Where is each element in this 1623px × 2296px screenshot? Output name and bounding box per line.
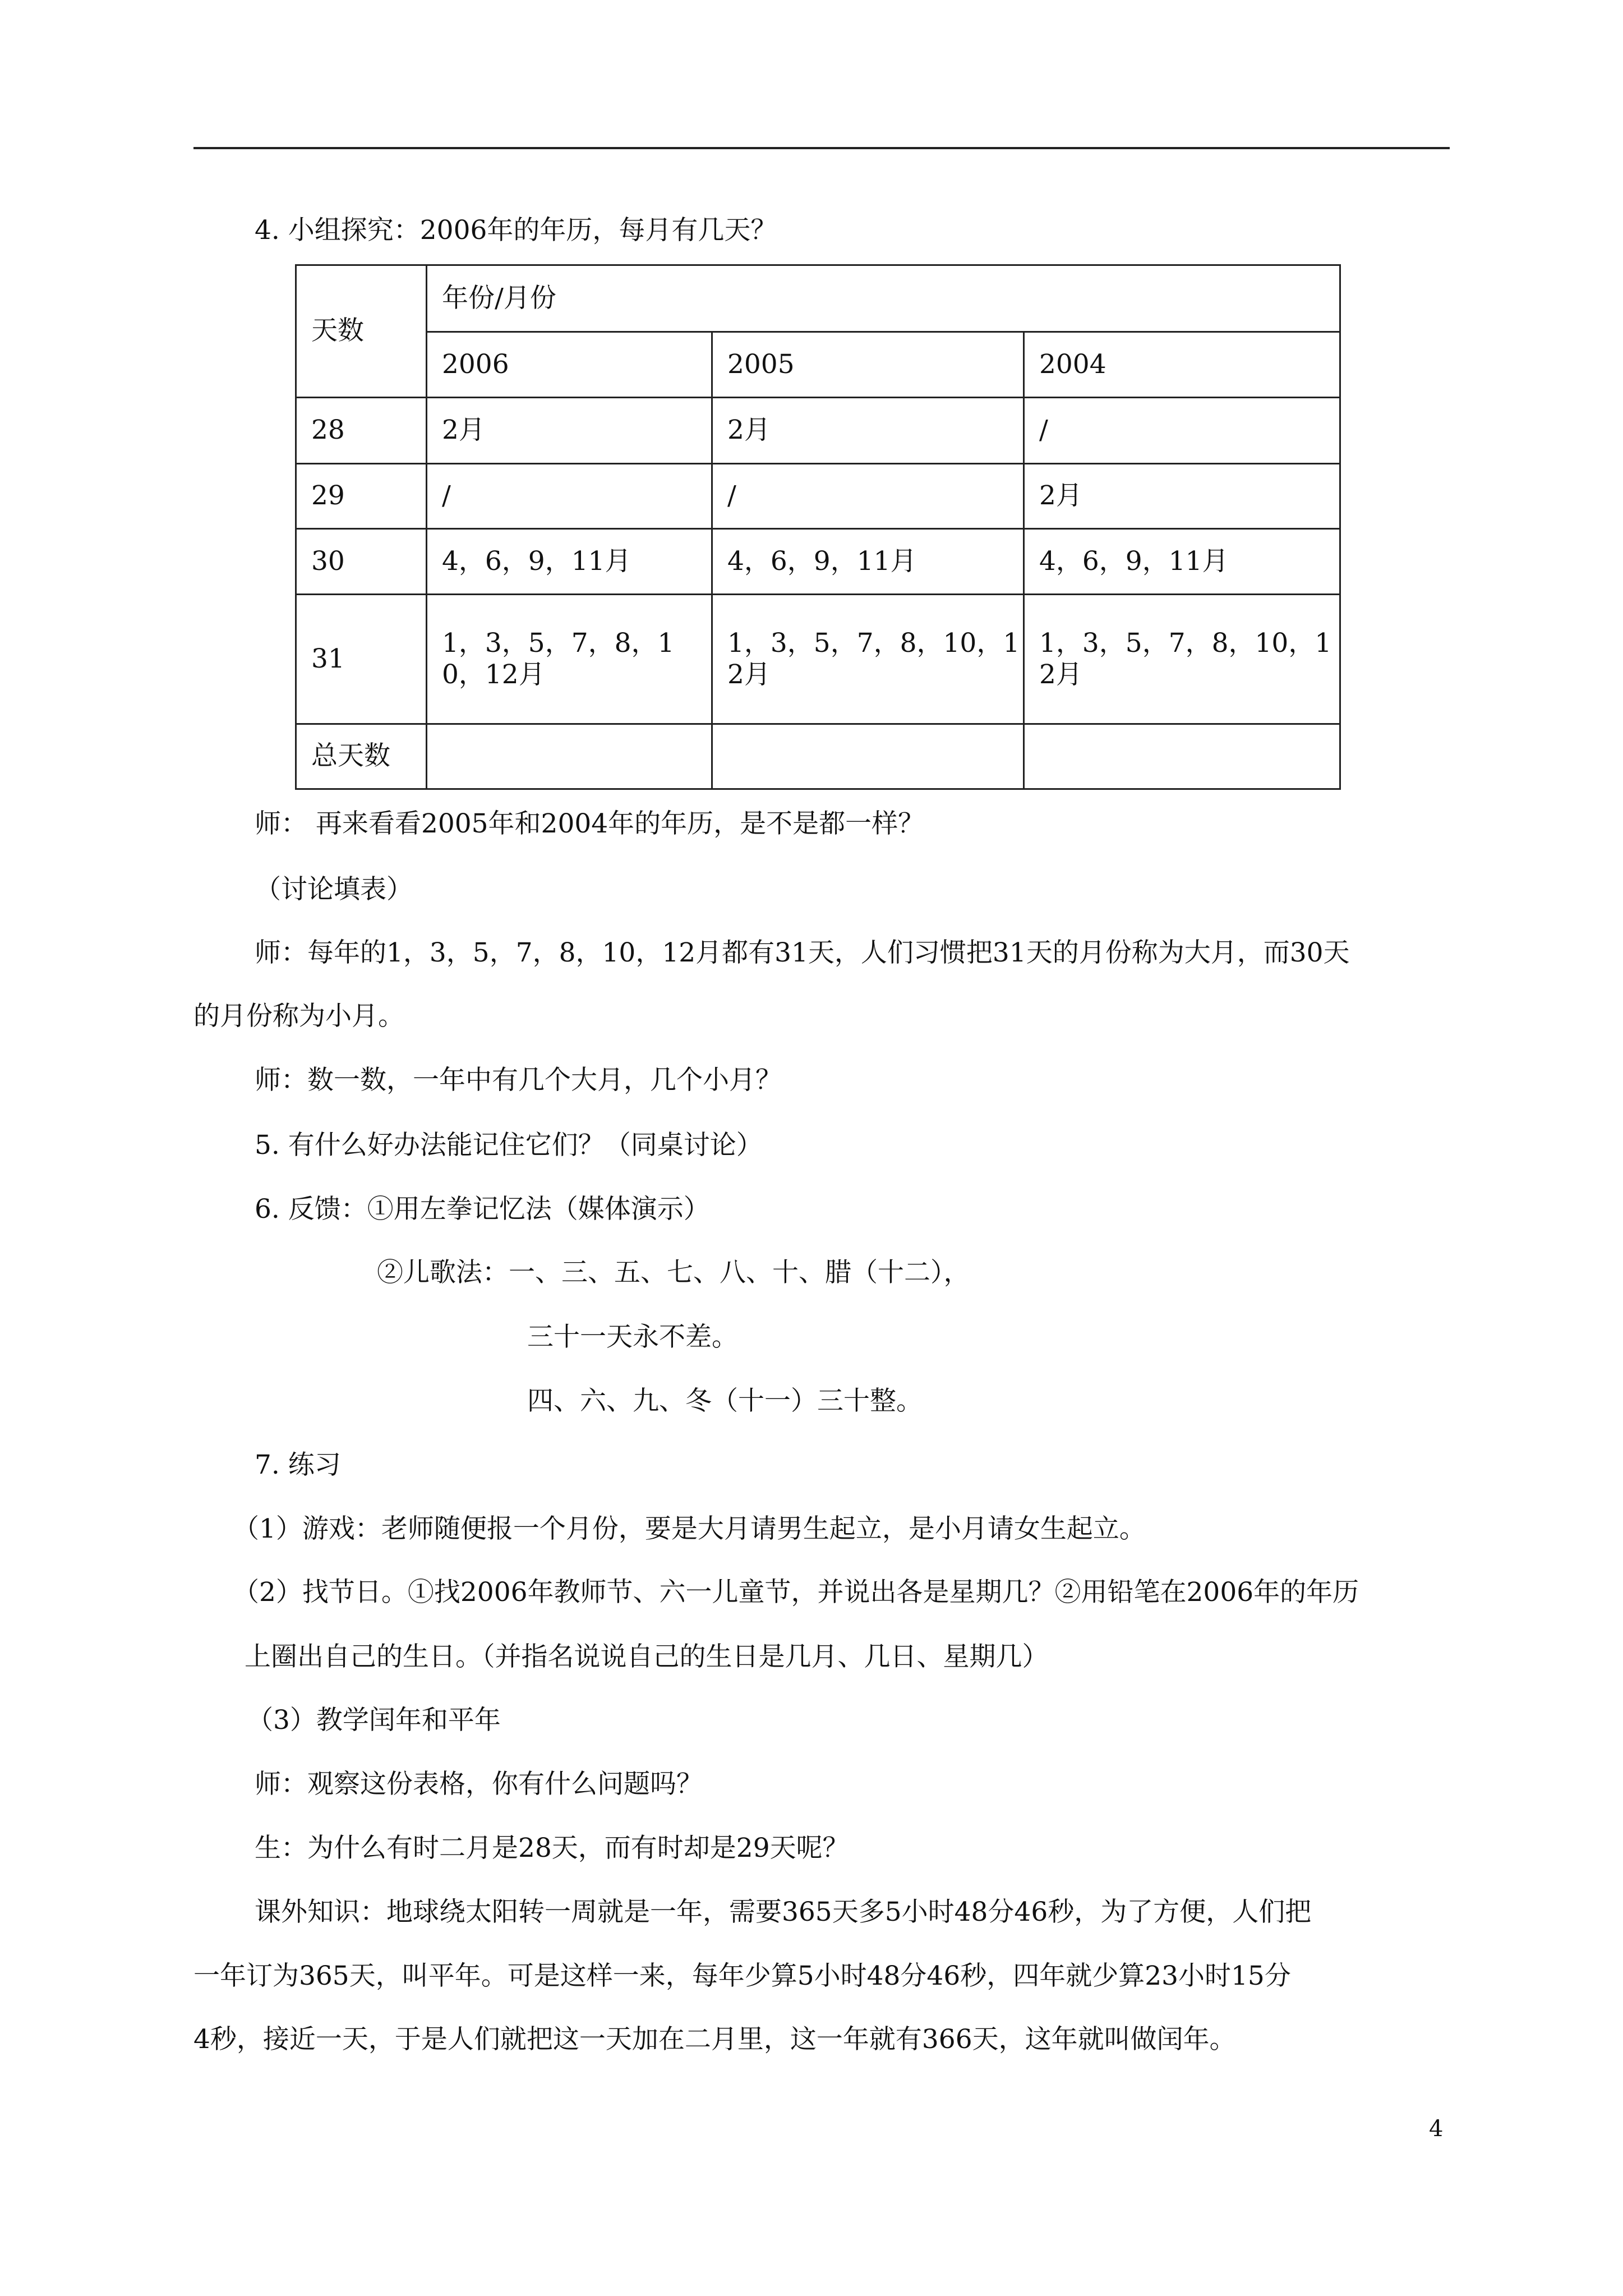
paragraph: （讨论填表）	[255, 874, 413, 905]
paragraph: 四、六、九、冬（十一）三十整。	[527, 1386, 923, 1416]
group-header-year-month: 年份/月份	[427, 265, 1340, 332]
table-cell: 2月	[1024, 464, 1340, 529]
table-cell: 2月	[712, 398, 1024, 464]
paragraph: 6. 反馈：①用左拳记忆法（媒体演示）	[255, 1194, 710, 1225]
paragraph: 5. 有什么好办法能记住它们？（同桌讨论）	[255, 1130, 763, 1161]
table-cell	[1024, 724, 1340, 789]
paragraph: 4秒，接近一天，于是人们就把这一天加在二月里，这一年就有366天，这年就叫做闰年。	[193, 2024, 1236, 2055]
row-header-days: 天数	[296, 265, 427, 398]
days-label: 31	[296, 595, 427, 724]
table-cell: /	[1024, 398, 1340, 464]
year-header: 2004	[1024, 332, 1340, 398]
paragraph: 师：每年的1，3，5，7，8，10，12月都有31天，人们习惯把31天的月份称为大月，而30天	[255, 937, 1350, 968]
year-header: 2005	[712, 332, 1024, 398]
table-cell	[712, 724, 1024, 789]
table-cell	[427, 724, 712, 789]
table-cell: 1，3，5，7，8，10，12月	[712, 595, 1024, 724]
paragraph: 的月份称为小月。	[193, 1001, 404, 1032]
paragraph: 三十一天永不差。	[527, 1322, 738, 1352]
paragraph: 上圈出自己的生日。（并指名说说自己的生日是几月、几日、星期几）	[245, 1641, 1049, 1672]
table-cell: 1，3，5，7，8，10，12月	[1024, 595, 1340, 724]
days-label: 28	[296, 398, 427, 464]
table-cell: /	[712, 464, 1024, 529]
page-number: 4	[1429, 2116, 1444, 2142]
days-label: 30	[296, 529, 427, 595]
header-rule	[193, 147, 1450, 149]
paragraph: 7. 练习	[255, 1450, 341, 1480]
table-cell: /	[427, 464, 712, 529]
paragraph: ②儿歌法：一、三、五、七、八、十、腊（十二），	[377, 1257, 970, 1288]
table-cell: 1，3，5，7，8，10，12月	[427, 595, 712, 724]
paragraph: （2）找节日。①找2006年教师节、六一儿童节，并说出各是星期几？②用铅笔在2006年的年历	[233, 1577, 1359, 1608]
paragraph: 师：数一数，一年中有几个大月，几个小月？	[255, 1065, 782, 1096]
days-label: 29	[296, 464, 427, 529]
paragraph: 一年订为365天，叫平年。可是这样一来，每年少算5小时48分46秒，四年就少算23小时15分	[193, 1961, 1291, 1991]
days-per-month-table	[295, 264, 1341, 790]
table-cell: 4，6，9，11月	[427, 529, 712, 595]
paragraph: （3）教学闰年和平年	[247, 1705, 501, 1736]
paragraph: （1）游戏：老师随便报一个月份，要是大月请男生起立，是小月请女生起立。	[233, 1513, 1146, 1544]
table-cell: 4，6，9，11月	[712, 529, 1024, 595]
paragraph: 师： 再来看看2005年和2004年的年历，是不是都一样？	[255, 808, 925, 839]
paragraph: 师：观察这份表格，你有什么问题吗？	[255, 1769, 703, 1800]
table-cell: 4，6，9，11月	[1024, 529, 1340, 595]
year-header: 2006	[427, 332, 712, 398]
item-4-heading: 4. 小组探究：2006年的年历，每月有几天？	[255, 215, 777, 246]
table-cell: 2月	[427, 398, 712, 464]
paragraph: 生：为什么有时二月是28天，而有时却是29天呢？	[255, 1833, 849, 1864]
paragraph: 课外知识：地球绕太阳转一周就是一年，需要365天多5小时48分46秒，为了方便，人们把	[255, 1897, 1312, 1927]
days-label: 总天数	[296, 724, 427, 789]
